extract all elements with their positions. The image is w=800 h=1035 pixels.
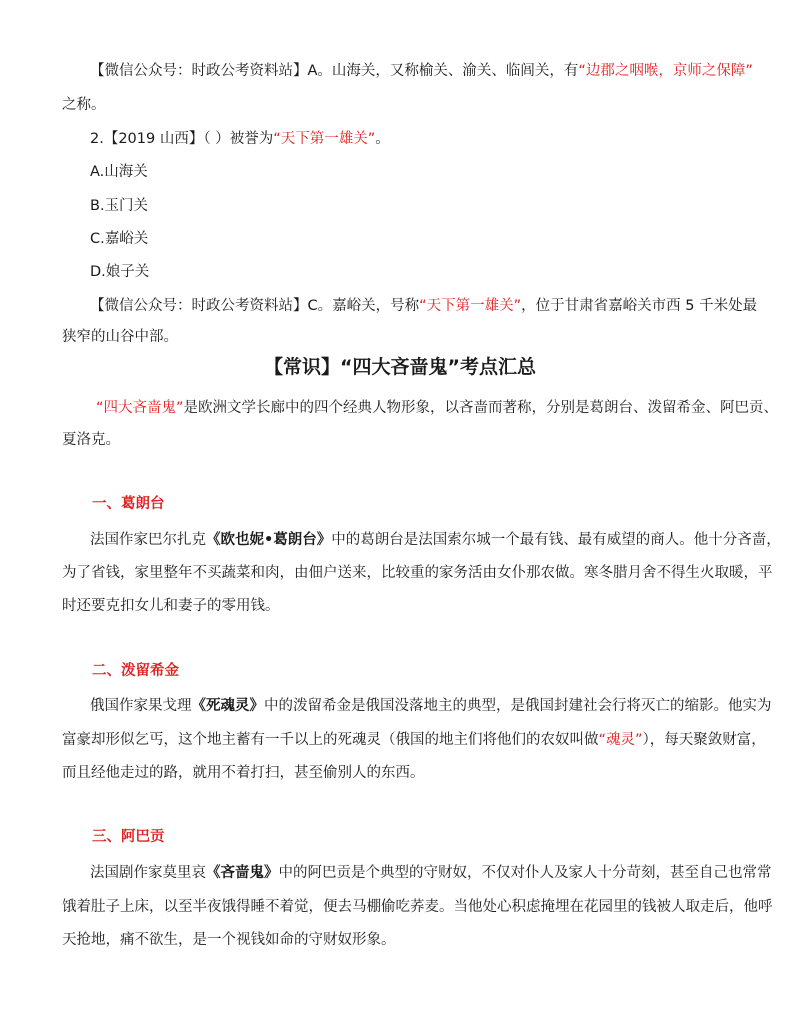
q2-stem-quote: “天下第一雄关” — [273, 131, 376, 147]
section2-book: 《死魂灵》 — [191, 698, 264, 714]
section-heading-harpagon: 三、阿巴贡 — [92, 829, 165, 845]
q1-answer-quote: “边郡之咽喉，京师之保障” — [578, 63, 753, 79]
q1-answer-line1 — [90, 61, 753, 81]
section2-pre: 俄国作家果戈理 — [90, 698, 192, 714]
section-heading-plyushkin: 二、泼留希金 — [92, 663, 179, 679]
section3-book: 《吝啬鬼》 — [206, 865, 279, 881]
section3-line3: 天抢地，痛不欲生，是一个视钱如命的守财奴形象。 — [62, 932, 396, 948]
section3-post: 中的阿巴贡是个典型的守财奴，不仅对仆人及家人十分苛刻，甚至自己也常常 — [278, 865, 772, 881]
q2-answer-mid: ，位于甘肃省嘉峪关市西 5 千米处最 — [521, 298, 758, 314]
q2-stem-suffix: 。 — [375, 131, 390, 147]
section2-l2-quote: “魂灵” — [598, 732, 643, 748]
section3-line1 — [90, 863, 772, 883]
section2-l2-pre: 富豪却形似乞丐，这个地主蓄有一千以上的死魂灵（俄国的地主们将他们的农奴叫做 — [62, 732, 599, 748]
q2-option-a: A.山海关 — [90, 164, 148, 180]
section2-post: 中的泼留希金是俄国没落地主的典型，是俄国封建社会行将灭亡的缩影。他实为 — [264, 698, 772, 714]
section2-line3: 而且经他走过的路，就用不着打扫，甚至偷别人的东西。 — [62, 765, 425, 781]
section-heading-grandet: 一、葛朗台 — [92, 496, 165, 512]
intro-line1 — [96, 398, 778, 418]
intro-line2: 夏洛克。 — [62, 432, 120, 448]
section-title: 【常识】“四大吝啬鬼”考点汇总 — [264, 356, 536, 378]
section3-pre: 法国剧作家莫里哀 — [90, 865, 206, 881]
q1-answer-prefix: 【微信公众号：时政公考资料站】A。山海关，又称榆关、渝关、临闾关，有 — [90, 63, 579, 79]
q2-stem-prefix: 2.【2019 山西】（ ）被誉为 — [90, 131, 274, 147]
q2-answer-quote: “天下第一雄关” — [419, 298, 522, 314]
section2-line2 — [62, 730, 766, 750]
section2-l2-post: ），每天聚敛财富， — [642, 732, 766, 748]
q1-answer-suffix: 之称。 — [62, 97, 106, 113]
q1-answer-line2 — [62, 95, 106, 115]
q2-answer-prefix: 【微信公众号：时政公考资料站】C。嘉峪关，号称 — [90, 298, 420, 314]
q2-option-d: D.娘子关 — [90, 264, 150, 280]
q2-option-b: B.玉门关 — [90, 198, 149, 214]
q2-stem — [90, 129, 390, 149]
intro-quote: “四大吝啬鬼” — [96, 400, 184, 416]
section1-pre: 法国作家巴尔扎克 — [90, 532, 206, 548]
section1-line3: 时还要克扣女儿和妻子的零用钱。 — [62, 598, 280, 614]
section1-book: 《欧也妮•葛朗台》 — [206, 532, 332, 548]
q2-answer-line1 — [90, 296, 757, 316]
section3-line2: 饿着肚子上床，以至半夜饿得睡不着觉，便去马棚偷吃荞麦。当他处心积虑掩埋在花园里的钱被人取走后，他呼 — [62, 899, 773, 915]
q2-answer-line2: 狭窄的山谷中部。 — [62, 329, 178, 345]
intro-text: 是欧洲文学长廊中的四个经典人物形象，以吝啬而著称，分别是葛朗台、泼留希金、阿巴贡、 — [183, 400, 779, 416]
section1-line1 — [90, 530, 781, 550]
q2-option-c: C.嘉峪关 — [90, 231, 149, 247]
section2-line1 — [90, 696, 772, 716]
section1-post: 中的葛朗台是法国索尔城一个最有钱、最有威望的商人。他十分吝啬， — [331, 532, 781, 548]
section1-line2: 为了省钱，家里整年不买蔬菜和肉，由佃户送来，比较重的家务活由女仆那农做。寒冬腊月舍不得生火取暖，平 — [62, 565, 773, 581]
